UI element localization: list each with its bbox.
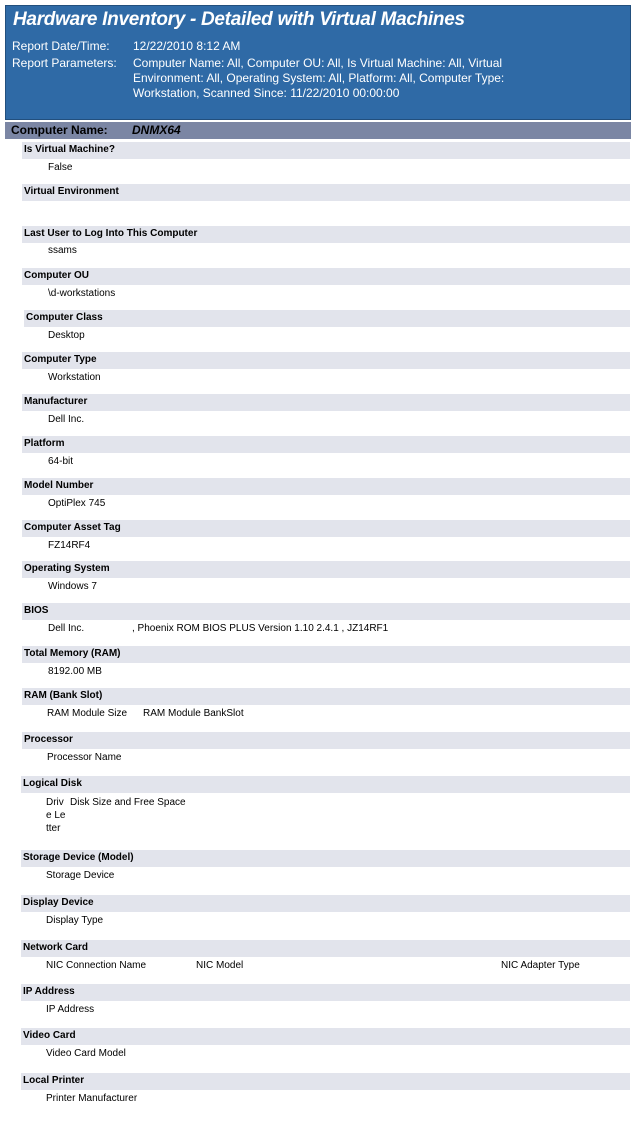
section-label: Processor — [24, 734, 73, 745]
section-label: Computer OU — [24, 270, 89, 281]
section-computer-class — [24, 310, 630, 327]
section-label: Video Card — [23, 1030, 76, 1041]
nic-adapter-type-header: NIC Adapter Type — [501, 960, 580, 971]
section-local-printer — [21, 1073, 630, 1090]
section-computer-type — [22, 352, 630, 369]
report-date-label: Report Date/Time: — [12, 39, 110, 53]
section-label: Computer Type — [24, 354, 97, 365]
ram-module-bankslot-header: RAM Module BankSlot — [143, 708, 244, 719]
section-asset-tag — [22, 520, 630, 537]
platform-value: 64-bit — [48, 456, 74, 467]
operating-system-value: Windows 7 — [48, 581, 97, 592]
section-display-device — [21, 895, 630, 912]
section-manufacturer — [22, 394, 630, 411]
section-last-user — [22, 226, 630, 243]
computer-name-label: Computer Name: — [11, 123, 108, 137]
section-label: Total Memory (RAM) — [24, 648, 121, 659]
section-processor — [22, 732, 630, 749]
section-label: RAM (Bank Slot) — [24, 690, 103, 701]
last-user-value: ssams — [48, 245, 77, 256]
manufacturer-value: Dell Inc. — [48, 414, 85, 425]
model-number-value: OptiPlex 745 — [48, 498, 106, 509]
drive-letter-header: Drive Letter — [46, 797, 66, 834]
computer-type-value: Workstation — [48, 372, 101, 383]
total-memory-value: 8192.00 MB — [48, 666, 102, 677]
computer-name-bar — [5, 122, 631, 139]
section-label: Is Virtual Machine? — [24, 144, 115, 155]
processor-name-header: Processor Name — [47, 752, 122, 763]
disk-size-header: Disk Size and Free Space — [70, 797, 186, 808]
section-model-number — [22, 478, 630, 495]
section-label: IP Address — [23, 986, 75, 997]
section-label: Storage Device (Model) — [23, 852, 134, 863]
section-label: Network Card — [23, 942, 89, 953]
section-is-virtual-machine — [22, 142, 630, 159]
section-network-card — [21, 940, 630, 957]
section-storage-device — [21, 850, 630, 867]
section-total-memory — [22, 646, 630, 663]
section-label: Operating System — [24, 563, 110, 574]
section-ip-address — [21, 984, 630, 1001]
section-logical-disk — [21, 776, 630, 793]
section-label: Logical Disk — [23, 778, 82, 789]
report-header — [5, 5, 631, 120]
section-label: Platform — [24, 438, 65, 449]
asset-tag-value: FZ14RF4 — [48, 540, 91, 551]
report-date-value: 12/22/2010 8:12 AM — [133, 39, 241, 53]
section-label: Virtual Environment — [24, 186, 119, 197]
section-label: Display Device — [23, 897, 94, 908]
computer-class-value: Desktop — [48, 330, 85, 341]
section-ram-bank-slot — [22, 688, 630, 705]
ram-module-size-header: RAM Module Size — [47, 708, 128, 719]
section-platform — [22, 436, 630, 453]
section-operating-system — [22, 561, 630, 578]
section-label: Local Printer — [23, 1075, 85, 1086]
report-title: Hardware Inventory - Detailed with Virtual Machines — [13, 9, 465, 30]
bios-detail: , Phoenix ROM BIOS PLUS Version 1.10 2.4.1 , JZ14RF1 — [132, 623, 389, 634]
section-label: Computer Class — [26, 312, 103, 323]
ip-address-header: IP Address — [46, 1004, 95, 1015]
section-computer-ou — [22, 268, 630, 285]
section-label: Model Number — [24, 480, 94, 491]
report-params-value: Computer Name: All, Computer OU: All, Is Virtual Machine: All, Virtual Environment: All, Operating System: All, Platform: All, Computer Type: Workstation, Scanned Since: 11/22/2010 00:00:00 — [133, 56, 505, 100]
printer-manufacturer-header: Printer Manufacturer — [46, 1093, 138, 1104]
section-video-card — [21, 1028, 630, 1045]
section-label: Computer Asset Tag — [24, 522, 121, 533]
section-bios — [22, 603, 630, 620]
computer-ou-value: \d-workstations — [48, 288, 116, 299]
section-label: BIOS — [24, 605, 49, 616]
section-virtual-environment — [22, 184, 630, 201]
computer-name-value: DNMX64 — [132, 123, 181, 137]
is-virtual-machine-value: False — [48, 162, 73, 173]
nic-model-header: NIC Model — [196, 960, 244, 971]
nic-connection-name-header: NIC Connection Name — [46, 960, 147, 971]
bios-vendor: Dell Inc. — [48, 623, 85, 634]
display-type-header: Display Type — [46, 915, 104, 926]
section-label: Manufacturer — [24, 396, 88, 407]
report-params-label: Report Parameters: — [12, 56, 117, 70]
storage-device-header: Storage Device — [46, 870, 115, 881]
section-label: Last User to Log Into This Computer — [24, 228, 198, 239]
video-card-model-header: Video Card Model — [46, 1048, 126, 1059]
